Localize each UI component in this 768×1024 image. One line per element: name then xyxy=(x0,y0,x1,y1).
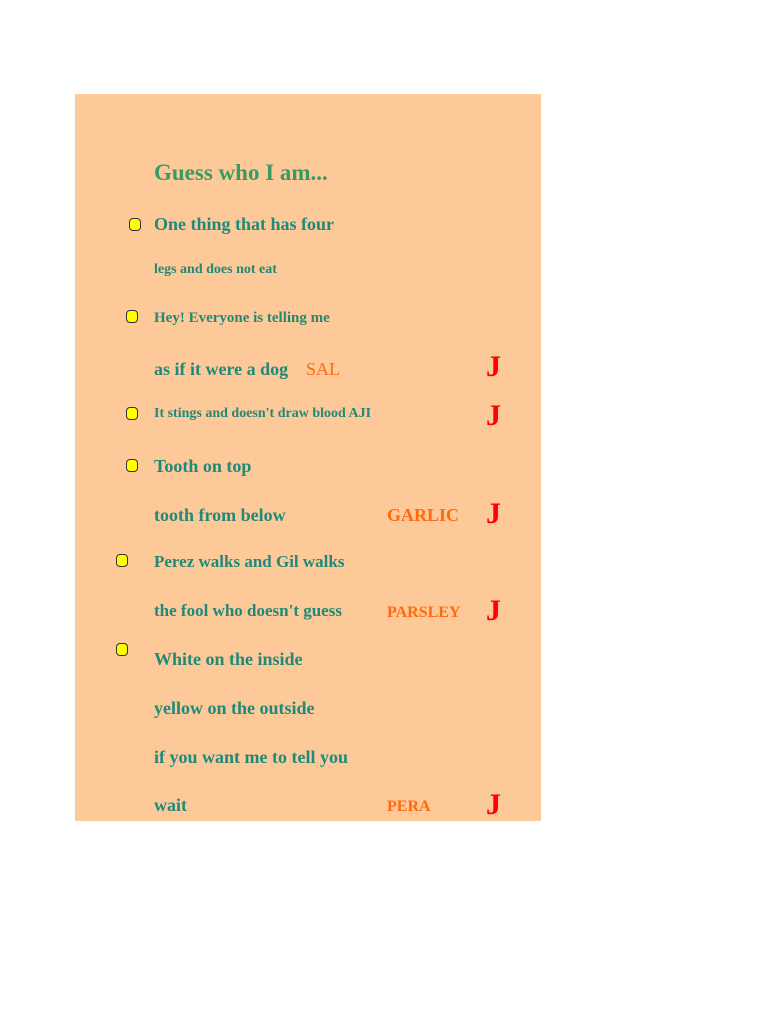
riddle-6-line-2: yellow on the outside xyxy=(154,698,315,718)
bullet-icon xyxy=(126,310,138,323)
riddle-2-line-2: as if it were a dog xyxy=(154,359,289,379)
riddle-6-line-1: White on the inside xyxy=(154,649,303,669)
riddle-5-line-2: the fool who doesn't guess xyxy=(154,601,342,620)
riddle-4-answer: GARLIC xyxy=(387,505,460,525)
riddle-1-line-2: legs and does not eat xyxy=(154,262,277,277)
riddle-6-line-4: wait xyxy=(154,795,187,815)
bullet-icon xyxy=(126,407,138,420)
riddle-4-line-2: tooth from below xyxy=(154,505,286,525)
riddle-5-line-1: Perez walks and Gil walks xyxy=(154,552,345,571)
bullet-icon xyxy=(116,643,128,656)
riddle-3-line-1: It stings and doesn't draw blood AJI xyxy=(154,406,372,421)
riddle-4-mark: J xyxy=(486,497,501,530)
riddle-3-mark: J xyxy=(486,399,501,432)
page-title: Guess who I am... xyxy=(154,160,328,185)
riddle-5-mark: J xyxy=(486,594,501,627)
riddle-6-answer: PERA xyxy=(387,798,431,815)
bullet-icon xyxy=(129,218,141,231)
riddle-2-mark: J xyxy=(486,350,501,383)
riddle-6-line-3: if you want me to tell you xyxy=(154,747,348,767)
riddle-2-line-1: Hey! Everyone is telling me xyxy=(154,310,330,326)
riddle-2-answer: SAL xyxy=(306,359,341,379)
riddle-6-mark: J xyxy=(486,788,501,821)
riddle-1-line-1: One thing that has four xyxy=(154,214,335,234)
bullet-icon xyxy=(126,459,138,472)
riddle-5-answer: PARSLEY xyxy=(387,604,461,621)
bullet-icon xyxy=(116,554,128,567)
riddle-4-line-1: Tooth on top xyxy=(154,456,252,476)
